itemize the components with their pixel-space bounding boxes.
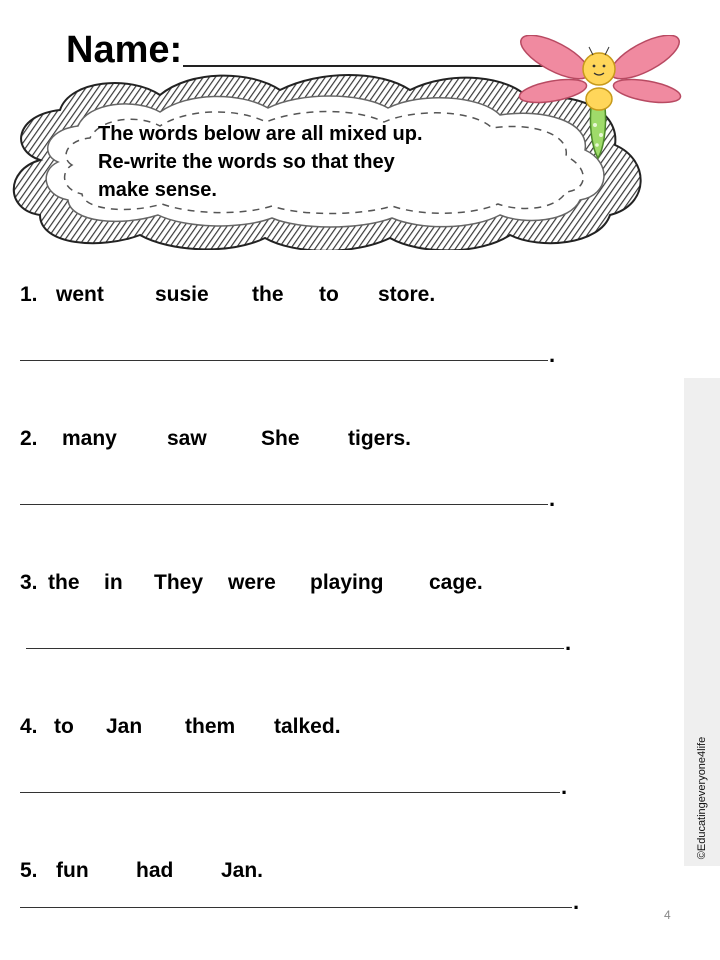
scrambled-word: playing — [310, 571, 384, 594]
copyright-text: ©Educatingeveryone4life — [696, 736, 708, 859]
question-number: 3. — [20, 571, 38, 594]
question-1 — [20, 282, 580, 308]
instructions-line-2: Re-write the words so that they — [98, 151, 395, 173]
instructions-line-1: The words below are all mixed up. — [98, 123, 423, 145]
question-5 — [20, 858, 580, 884]
instructions-text — [98, 120, 518, 204]
scrambled-word: saw — [167, 427, 207, 450]
copyright-notice — [684, 378, 720, 866]
question-number: 5. — [20, 859, 38, 882]
scrambled-word: to — [54, 715, 74, 738]
question-3 — [20, 570, 580, 596]
answer-period: . — [549, 486, 556, 511]
page-number: 4 — [664, 908, 671, 922]
answer-period: . — [549, 342, 556, 367]
scrambled-word: cage. — [429, 571, 483, 594]
scrambled-word: were — [228, 571, 276, 594]
scrambled-word: Jan. — [221, 859, 264, 882]
scrambled-word: talked. — [274, 715, 341, 738]
scrambled-word: store. — [378, 283, 436, 306]
question-number: 2. — [20, 427, 38, 450]
answer-period: . — [565, 630, 572, 655]
answer-line-4[interactable] — [20, 792, 560, 793]
name-label: Name: — [66, 29, 183, 71]
answer-period: . — [561, 774, 568, 799]
scrambled-word: the — [48, 571, 80, 594]
scrambled-word: fun — [56, 859, 89, 882]
scrambled-word: in — [104, 571, 123, 594]
question-2 — [20, 426, 580, 452]
answer-line-1[interactable] — [20, 360, 548, 361]
scrambled-word: tigers. — [348, 427, 412, 450]
answer-line-3[interactable] — [26, 648, 564, 649]
answer-period: . — [573, 889, 580, 914]
scrambled-word: She — [261, 427, 300, 450]
answer-line-2[interactable] — [20, 504, 548, 505]
question-4 — [20, 714, 580, 740]
scrambled-word: They — [154, 571, 204, 594]
question-number: 1. — [20, 283, 38, 306]
instructions-line-3: make sense. — [98, 179, 217, 201]
dragonfly-icon — [515, 35, 685, 165]
scrambled-word: Jan — [106, 715, 143, 738]
scrambled-word: to — [319, 283, 339, 306]
scrambled-word: them — [185, 715, 236, 738]
scrambled-word: many — [62, 427, 117, 450]
scrambled-word: had — [136, 859, 174, 882]
answer-line-5[interactable] — [20, 907, 572, 908]
scrambled-word: susie — [155, 283, 209, 306]
scrambled-word: went — [56, 283, 104, 306]
scrambled-word: the — [252, 283, 284, 306]
question-number: 4. — [20, 715, 38, 738]
